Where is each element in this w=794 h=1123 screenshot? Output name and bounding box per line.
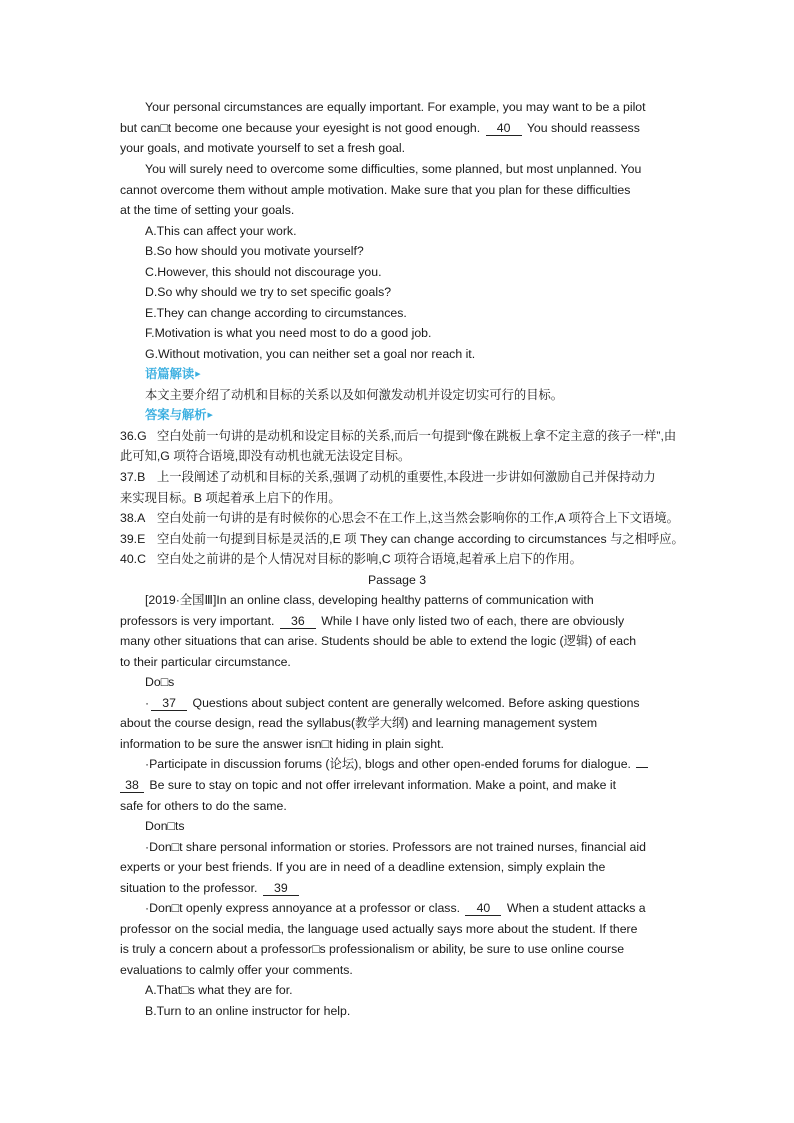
paragraph-line: safe for others to do the same. [120, 799, 287, 813]
option-item: D.So why should we try to set specific goals? [145, 285, 392, 299]
option-item: F.Motivation is what you need most to do a good job. [145, 326, 432, 340]
paragraph-line: professors is very important. 36 While I have only listed two of each, there are obviously [120, 614, 625, 628]
option-item: B.Turn to an online instructor for help. [145, 1004, 351, 1018]
paragraph-line: information to be sure the answer isn□t hiding in plain sight. [120, 737, 444, 751]
summary-text: 本文主要介绍了动机和目标的关系以及如何激发动机并设定切实可行的目标。 [145, 388, 564, 402]
answers-heading: 答案与解析▶ [145, 408, 213, 422]
option-item: B.So how should you motivate yourself? [145, 244, 364, 258]
paragraph-line: about the course design, read the syllabus(教学大纲) and learning management system [120, 716, 598, 730]
option-item: G.Without motivation, you can neither set a goal nor reach it. [145, 347, 476, 361]
paragraph-line: 38 Be sure to stay on topic and not offer irrelevant information. Make a point, and make it [120, 775, 680, 795]
paragraph-line: many other situations that can arise. Students should be able to extend the logic (逻辑) of each [120, 634, 637, 648]
paragraph-line: experts or your best friends. If you are in need of a deadline extension, simply explain the [120, 860, 606, 874]
paragraph-line: your goals, and motivate yourself to set a fresh goal. [120, 141, 406, 155]
paragraph-line: is truly a concern about a professor□s professionalism or ability, be sure to use online course [120, 942, 625, 956]
answer-line: 38.A 空白处前一句讲的是有时候你的心思会不在工作上,这当然会影响你的工作,A 项符合上下文语境。 [120, 511, 679, 525]
answer-line: 此可知,G 项符合语境,即没有动机也就无法设定目标。 [120, 449, 411, 463]
option-item: A.That□s what they are for. [145, 983, 293, 997]
triangle-icon: ▶ [207, 411, 213, 419]
answer-blank: 37 [151, 696, 187, 711]
paragraph-line: but can□t become one because your eyesight is not good enough. 40 You should reassess [120, 121, 640, 135]
answer-line: 36.G 空白处前一句讲的是动机和设定目标的关系,而后一句提到“像在跳板上拿不定主意的孩子一样”,由 [120, 429, 677, 443]
answer-blank: 38 [120, 778, 144, 793]
paragraph-line: ·Don□t openly express annoyance at a professor or class. 40 When a student attacks a [145, 901, 646, 915]
option-item: E.They can change according to circumstances. [145, 306, 407, 320]
triangle-icon: ▶ [195, 370, 201, 378]
option-item: A.This can affect your work. [145, 224, 297, 238]
answer-line: 40.C 空白处之前讲的是个人情况对目标的影响,C 项符合语境,起着承上启下的作用。 [120, 552, 582, 566]
answer-blank-start [636, 767, 648, 768]
paragraph-line: to their particular circumstance. [120, 655, 291, 669]
paragraph-line: situation to the professor. 39 [120, 878, 680, 898]
answer-blank: 40 [465, 901, 501, 916]
paragraph-line: cannot overcome them without ample motivation. Make sure that you plan for these difficulties [120, 183, 631, 197]
answer-blank: 36 [280, 614, 316, 629]
paragraph-line: ·Participate in discussion forums (论坛), blogs and other open-ended forums for dialogue. [145, 754, 680, 774]
paragraph-line: at the time of setting your goals. [120, 203, 295, 217]
option-item: C.However, this should not discourage you. [145, 265, 382, 279]
paragraph-line: evaluations to calmly offer your comments. [120, 963, 353, 977]
answer-blank: 40 [486, 121, 522, 136]
paragraph-line: Your personal circumstances are equally important. For example, you may want to be a pilot [145, 100, 646, 114]
answer-line: 来实现目标。B 项起着承上启下的作用。 [120, 491, 341, 505]
paragraph-line: You will surely need to overcome some difficulties, some planned, but most unplanned. You [145, 162, 642, 176]
paragraph-line: ·Don□t share personal information or stories. Professors are not trained nurses, financial aid [145, 840, 646, 854]
answer-blank: 39 [263, 881, 299, 896]
answer-line: 37.B 上一段阐述了动机和目标的关系,强调了动机的重要性,本段进一步讲如何激励自己并保持动力 [120, 470, 656, 484]
paragraph-line: [2019·全国Ⅲ]In an online class, developing healthy patterns of communication with [145, 593, 594, 607]
answer-line: 39.E 空白处前一句提到目标是灵活的,E 项 They can change according to circumstances 与之相呼应。 [120, 532, 684, 546]
section-heading: Don□ts [145, 819, 185, 833]
summary-heading: 语篇解读▶ [145, 367, 201, 381]
section-heading: Do□s [145, 675, 175, 689]
paragraph-line: professor on the social media, the language used actually says more about the student. If there [120, 922, 638, 936]
paragraph-line: · 37 Questions about subject content are generally welcomed. Before asking questions [145, 696, 640, 710]
passage-title: Passage 3 [367, 573, 427, 587]
